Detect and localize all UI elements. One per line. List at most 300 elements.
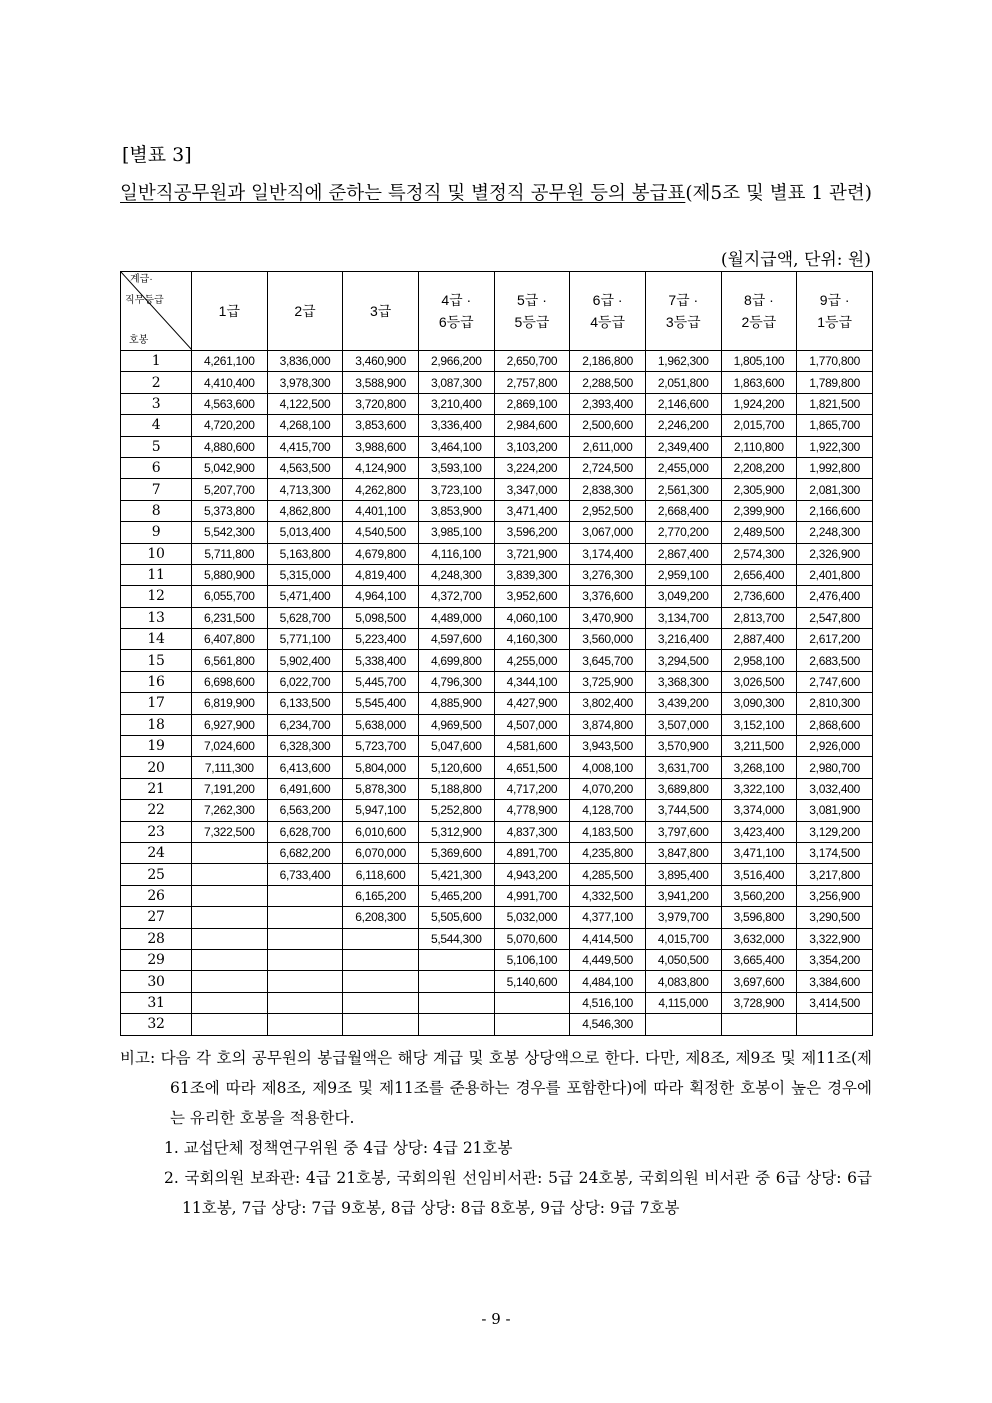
column-header-line: 2등급 [741, 314, 777, 330]
table-row [121, 564, 873, 585]
salary-cell: 3,354,200 [797, 949, 873, 970]
salary-cell [267, 885, 343, 906]
salary-cell: 3,665,400 [721, 949, 797, 970]
salary-cell: 3,895,400 [645, 864, 721, 885]
salary-cell [192, 1014, 268, 1035]
table-row [121, 800, 873, 821]
salary-cell: 3,471,400 [494, 500, 570, 521]
salary-cell: 1,992,800 [797, 457, 873, 478]
salary-cell: 4,720,200 [192, 415, 268, 436]
salary-cell: 2,288,500 [570, 372, 646, 393]
salary-cell [192, 949, 268, 970]
salary-cell: 4,546,300 [570, 1014, 646, 1035]
salary-cell: 2,399,900 [721, 500, 797, 521]
salary-cell: 4,563,600 [192, 393, 268, 414]
salary-cell: 3,217,800 [797, 864, 873, 885]
salary-cell: 5,902,400 [267, 650, 343, 671]
salary-cell: 3,874,800 [570, 714, 646, 735]
step-number-cell: 15 [121, 650, 192, 671]
salary-cell: 4,713,300 [267, 479, 343, 500]
salary-cell: 4,235,800 [570, 842, 646, 863]
step-number-cell: 30 [121, 971, 192, 992]
step-number-cell: 32 [121, 1014, 192, 1035]
salary-cell: 4,377,100 [570, 907, 646, 928]
salary-cell: 4,427,900 [494, 693, 570, 714]
step-number-cell: 29 [121, 949, 192, 970]
salary-cell: 3,645,700 [570, 650, 646, 671]
salary-cell: 3,374,000 [721, 800, 797, 821]
salary-cell: 4,943,200 [494, 864, 570, 885]
salary-cell: 4,581,600 [494, 736, 570, 757]
salary-cell: 5,120,600 [418, 757, 494, 778]
salary-cell: 1,770,800 [797, 351, 873, 372]
salary-cell: 2,305,900 [721, 479, 797, 500]
salary-cell: 4,964,100 [343, 586, 419, 607]
salary-cell: 3,588,900 [343, 372, 419, 393]
salary-cell: 5,878,300 [343, 778, 419, 799]
salary-cell: 3,507,000 [645, 714, 721, 735]
salary-cell: 3,129,200 [797, 821, 873, 842]
salary-cell: 3,464,100 [418, 436, 494, 457]
column-header-line: 1등급 [817, 314, 853, 330]
salary-cell [418, 1014, 494, 1035]
salary-cell: 5,098,500 [343, 607, 419, 628]
salary-cell: 5,445,700 [343, 671, 419, 692]
salary-cell: 6,628,700 [267, 821, 343, 842]
salary-cell: 4,160,300 [494, 629, 570, 650]
salary-cell: 4,050,500 [645, 949, 721, 970]
salary-cell [343, 971, 419, 992]
salary-cell: 4,410,400 [192, 372, 268, 393]
salary-cell: 4,563,500 [267, 457, 343, 478]
salary-cell [645, 1014, 721, 1035]
salary-cell: 6,698,600 [192, 671, 268, 692]
salary-cell [721, 1014, 797, 1035]
salary-cell: 4,699,800 [418, 650, 494, 671]
salary-cell: 3,368,300 [645, 671, 721, 692]
salary-cell: 2,757,800 [494, 372, 570, 393]
column-header-line: 3등급 [665, 314, 701, 330]
salary-cell: 6,819,900 [192, 693, 268, 714]
salary-cell: 4,489,000 [418, 607, 494, 628]
table-row [121, 650, 873, 671]
salary-cell: 6,682,200 [267, 842, 343, 863]
salary-cell: 5,106,100 [494, 949, 570, 970]
salary-cell: 3,216,400 [645, 629, 721, 650]
step-number-cell: 31 [121, 992, 192, 1013]
salary-cell: 4,332,500 [570, 885, 646, 906]
step-number-cell: 4 [121, 415, 192, 436]
salary-cell: 5,505,600 [418, 907, 494, 928]
salary-cell: 2,868,600 [797, 714, 873, 735]
step-number-cell: 11 [121, 564, 192, 585]
salary-cell: 3,103,200 [494, 436, 570, 457]
salary-cell: 2,813,700 [721, 607, 797, 628]
column-header [494, 272, 570, 351]
salary-cell [267, 992, 343, 1013]
salary-cell [418, 949, 494, 970]
table-row [121, 949, 873, 970]
salary-cell: 1,922,300 [797, 436, 873, 457]
salary-cell: 2,668,400 [645, 500, 721, 521]
salary-cell: 3,979,700 [645, 907, 721, 928]
salary-cell: 3,322,900 [797, 928, 873, 949]
salary-cell: 2,455,000 [645, 457, 721, 478]
salary-cell: 3,853,600 [343, 415, 419, 436]
salary-cell: 2,146,600 [645, 393, 721, 414]
salary-cell: 3,290,500 [797, 907, 873, 928]
step-number-cell: 19 [121, 736, 192, 757]
table-row [121, 821, 873, 842]
salary-cell: 3,985,100 [418, 522, 494, 543]
column-header [721, 272, 797, 351]
salary-cell: 3,797,600 [645, 821, 721, 842]
salary-cell: 4,837,300 [494, 821, 570, 842]
salary-cell: 5,880,900 [192, 564, 268, 585]
column-header-line: 2급 [294, 303, 316, 319]
table-row [121, 393, 873, 414]
step-number-cell: 25 [121, 864, 192, 885]
salary-cell: 5,140,600 [494, 971, 570, 992]
table-row [121, 629, 873, 650]
salary-cell: 4,115,000 [645, 992, 721, 1013]
salary-cell: 5,315,000 [267, 564, 343, 585]
step-number-cell: 23 [121, 821, 192, 842]
salary-cell: 2,810,300 [797, 693, 873, 714]
step-number-cell: 18 [121, 714, 192, 735]
salary-cell: 3,570,900 [645, 736, 721, 757]
salary-cell [267, 907, 343, 928]
salary-cell: 5,252,800 [418, 800, 494, 821]
salary-cell: 3,952,600 [494, 586, 570, 607]
salary-cell: 5,542,300 [192, 522, 268, 543]
salary-cell [192, 928, 268, 949]
salary-cell: 6,563,200 [267, 800, 343, 821]
step-number-cell: 24 [121, 842, 192, 863]
column-header-line: 7급 · [668, 292, 699, 308]
salary-cell: 4,796,300 [418, 671, 494, 692]
salary-cell [192, 842, 268, 863]
salary-cell [192, 971, 268, 992]
salary-cell: 2,186,800 [570, 351, 646, 372]
salary-cell: 3,049,200 [645, 586, 721, 607]
salary-cell: 6,733,400 [267, 864, 343, 885]
salary-cell: 3,174,400 [570, 543, 646, 564]
table-row [121, 415, 873, 436]
salary-cell [494, 1014, 570, 1035]
salary-cell: 5,544,300 [418, 928, 494, 949]
salary-cell: 2,574,300 [721, 543, 797, 564]
salary-cell: 3,941,200 [645, 885, 721, 906]
step-number-cell: 6 [121, 457, 192, 478]
salary-cell: 2,015,700 [721, 415, 797, 436]
salary-cell: 6,118,600 [343, 864, 419, 885]
salary-cell: 2,051,800 [645, 372, 721, 393]
salary-cell: 3,978,300 [267, 372, 343, 393]
salary-cell: 6,231,500 [192, 607, 268, 628]
salary-cell: 4,285,500 [570, 864, 646, 885]
salary-cell: 4,008,100 [570, 757, 646, 778]
salary-cell: 5,070,600 [494, 928, 570, 949]
salary-cell [418, 971, 494, 992]
column-header-line: 5등급 [514, 314, 550, 330]
table-row [121, 778, 873, 799]
salary-cell: 2,736,600 [721, 586, 797, 607]
salary-cell: 4,261,100 [192, 351, 268, 372]
salary-cell: 3,689,800 [645, 778, 721, 799]
salary-cell: 6,010,600 [343, 821, 419, 842]
column-header-line: 6등급 [438, 314, 474, 330]
salary-cell: 3,721,900 [494, 543, 570, 564]
salary-cell: 2,208,200 [721, 457, 797, 478]
salary-cell: 5,638,000 [343, 714, 419, 735]
table-row [121, 693, 873, 714]
salary-cell: 2,489,500 [721, 522, 797, 543]
salary-cell: 2,683,500 [797, 650, 873, 671]
salary-cell: 4,679,800 [343, 543, 419, 564]
salary-cell: 4,516,100 [570, 992, 646, 1013]
salary-cell: 7,322,500 [192, 821, 268, 842]
salary-cell: 3,032,400 [797, 778, 873, 799]
salary-cell: 3,439,200 [645, 693, 721, 714]
salary-cell: 3,256,900 [797, 885, 873, 906]
salary-cell: 1,924,200 [721, 393, 797, 414]
step-number-cell: 1 [121, 351, 192, 372]
salary-cell: 2,349,400 [645, 436, 721, 457]
salary-cell: 4,060,100 [494, 607, 570, 628]
salary-cell: 3,560,000 [570, 629, 646, 650]
corner-grade-label: 계급· [130, 274, 153, 285]
salary-cell: 3,560,200 [721, 885, 797, 906]
salary-cell: 4,372,700 [418, 586, 494, 607]
salary-cell [267, 1014, 343, 1035]
salary-cell: 4,891,700 [494, 842, 570, 863]
table-row [121, 522, 873, 543]
step-number-cell: 12 [121, 586, 192, 607]
salary-cell: 5,804,000 [343, 757, 419, 778]
salary-cell: 3,723,100 [418, 479, 494, 500]
step-number-cell: 17 [121, 693, 192, 714]
salary-cell: 3,134,700 [645, 607, 721, 628]
salary-cell: 3,090,300 [721, 693, 797, 714]
column-header [570, 272, 646, 351]
salary-cell: 6,133,500 [267, 693, 343, 714]
salary-cell: 3,596,800 [721, 907, 797, 928]
salary-cell: 4,778,900 [494, 800, 570, 821]
salary-cell: 5,369,600 [418, 842, 494, 863]
notes-item-2: 2. 국회의원 보좌관: 4급 21호봉, 국회의원 선임비서관: 5급 24호봉, 국회의원 비서관 중 6급 상당: 6급 11호봉, 7급 상당: 7급 9호봉, 8급 상당: 8급 8호봉, 9급 상당: 9급 7호봉 [164, 1169, 872, 1217]
salary-cell: 4,083,800 [645, 971, 721, 992]
salary-cell: 3,210,400 [418, 393, 494, 414]
salary-cell: 3,268,100 [721, 757, 797, 778]
salary-cell: 2,617,200 [797, 629, 873, 650]
column-header-line: 4등급 [590, 314, 626, 330]
salary-cell: 4,116,100 [418, 543, 494, 564]
unit-note: (월지급액, 단위: 원) [720, 250, 871, 270]
salary-cell: 4,540,500 [343, 522, 419, 543]
salary-cell [797, 1014, 873, 1035]
salary-cell: 6,491,600 [267, 778, 343, 799]
salary-cell: 4,248,300 [418, 564, 494, 585]
salary-cell: 3,802,400 [570, 693, 646, 714]
salary-cell [192, 907, 268, 928]
salary-cell: 3,081,900 [797, 800, 873, 821]
notes-main: 비고: 다음 각 호의 공무원의 봉급월액은 해당 계급 및 호봉 상당액으로 한다. 다만, 제8조, 제9조 및 제11조(제61조에 따라 제8조, 제9조 및 제11조를 준용하는 경우를 포함한다)에 따라 획정한 호봉이 높은 경우에는 유리한 호봉을 적용한다. [120, 1049, 872, 1127]
salary-cell: 4,344,100 [494, 671, 570, 692]
salary-cell: 4,415,700 [267, 436, 343, 457]
salary-cell: 2,110,800 [721, 436, 797, 457]
step-number-cell: 22 [121, 800, 192, 821]
salary-cell: 3,152,100 [721, 714, 797, 735]
salary-cell: 6,927,900 [192, 714, 268, 735]
salary-cell: 2,393,400 [570, 393, 646, 414]
table-row [121, 992, 873, 1013]
salary-cell: 1,962,300 [645, 351, 721, 372]
table-row [121, 457, 873, 478]
salary-cell: 3,211,500 [721, 736, 797, 757]
salary-cell: 7,262,300 [192, 800, 268, 821]
salary-cell: 2,561,300 [645, 479, 721, 500]
column-header-line: 1급 [218, 303, 240, 319]
salary-cell: 6,561,800 [192, 650, 268, 671]
table-row [121, 1014, 873, 1035]
salary-cell [267, 949, 343, 970]
document-title [120, 175, 872, 213]
salary-cell: 3,943,500 [570, 736, 646, 757]
salary-cell: 2,926,000 [797, 736, 873, 757]
salary-cell: 4,819,400 [343, 564, 419, 585]
salary-cell: 2,887,400 [721, 629, 797, 650]
salary-cell: 5,465,200 [418, 885, 494, 906]
step-number-cell: 20 [121, 757, 192, 778]
salary-cell: 5,223,400 [343, 629, 419, 650]
column-header [418, 272, 494, 351]
salary-cell: 2,248,300 [797, 522, 873, 543]
column-header [267, 272, 343, 351]
step-number-cell: 27 [121, 907, 192, 928]
salary-cell: 3,988,600 [343, 436, 419, 457]
salary-cell [418, 992, 494, 1013]
salary-cell: 3,632,000 [721, 928, 797, 949]
step-number-cell: 16 [121, 671, 192, 692]
salary-cell [267, 928, 343, 949]
column-header-line: 8급 · [743, 292, 774, 308]
salary-cell: 2,547,800 [797, 607, 873, 628]
salary-cell [343, 949, 419, 970]
salary-cell: 2,958,100 [721, 650, 797, 671]
salary-cell: 2,650,700 [494, 351, 570, 372]
salary-cell: 4,885,900 [418, 693, 494, 714]
salary-cell: 3,067,000 [570, 522, 646, 543]
title-reference: (제5조 및 별표 1 관련) [685, 183, 872, 204]
salary-cell: 5,338,400 [343, 650, 419, 671]
salary-cell: 4,015,700 [645, 928, 721, 949]
salary-cell: 2,984,600 [494, 415, 570, 436]
salary-cell [343, 1014, 419, 1035]
step-number-cell: 3 [121, 393, 192, 414]
salary-cell: 5,312,900 [418, 821, 494, 842]
salary-cell: 3,836,000 [267, 351, 343, 372]
salary-cell [192, 885, 268, 906]
salary-cell [192, 992, 268, 1013]
table-row [121, 928, 873, 949]
salary-cell: 3,725,900 [570, 671, 646, 692]
table-row [121, 500, 873, 521]
salary-cell: 2,081,300 [797, 479, 873, 500]
salary-cell: 5,042,900 [192, 457, 268, 478]
salary-cell: 4,268,100 [267, 415, 343, 436]
salary-cell: 3,224,200 [494, 457, 570, 478]
salary-cell [267, 971, 343, 992]
salary-cell: 3,471,100 [721, 842, 797, 863]
salary-cell: 2,611,000 [570, 436, 646, 457]
salary-cell: 6,055,700 [192, 586, 268, 607]
column-header [192, 272, 268, 351]
step-number-cell: 26 [121, 885, 192, 906]
step-number-cell: 21 [121, 778, 192, 799]
salary-cell: 2,166,600 [797, 500, 873, 521]
table-row [121, 671, 873, 692]
column-header-line: 5급 · [517, 292, 547, 308]
salary-cell: 3,516,400 [721, 864, 797, 885]
salary-cell: 5,032,000 [494, 907, 570, 928]
salary-cell: 3,347,000 [494, 479, 570, 500]
table-row [121, 864, 873, 885]
salary-cell: 2,980,700 [797, 757, 873, 778]
salary-cell: 6,413,600 [267, 757, 343, 778]
notes-section [120, 1043, 872, 1223]
salary-cell: 6,234,700 [267, 714, 343, 735]
salary-cell: 4,991,700 [494, 885, 570, 906]
salary-cell: 4,262,800 [343, 479, 419, 500]
salary-cell: 4,128,700 [570, 800, 646, 821]
salary-cell: 3,174,500 [797, 842, 873, 863]
salary-cell: 4,717,200 [494, 778, 570, 799]
annex-label: [별표 3] [122, 144, 192, 166]
salary-table [120, 271, 873, 1036]
salary-cell: 3,460,900 [343, 351, 419, 372]
column-header [645, 272, 721, 351]
step-number-cell: 9 [121, 522, 192, 543]
salary-cell: 2,326,900 [797, 543, 873, 564]
salary-cell [494, 992, 570, 1013]
table-body [121, 351, 873, 1036]
salary-cell: 6,022,700 [267, 671, 343, 692]
salary-cell [343, 992, 419, 1013]
salary-cell: 5,373,800 [192, 500, 268, 521]
step-number-cell: 5 [121, 436, 192, 457]
salary-cell [343, 928, 419, 949]
salary-cell: 2,966,200 [418, 351, 494, 372]
salary-cell: 4,070,200 [570, 778, 646, 799]
step-number-cell: 14 [121, 629, 192, 650]
salary-cell: 3,593,100 [418, 457, 494, 478]
salary-cell: 1,821,500 [797, 393, 873, 414]
table-row [121, 372, 873, 393]
salary-cell: 5,421,300 [418, 864, 494, 885]
corner-job-grade-label: 직무등급 [125, 295, 164, 306]
salary-cell: 4,449,500 [570, 949, 646, 970]
step-number-cell: 10 [121, 543, 192, 564]
salary-cell: 4,969,500 [418, 714, 494, 735]
salary-cell: 2,959,100 [645, 564, 721, 585]
table-row [121, 607, 873, 628]
step-number-cell: 13 [121, 607, 192, 628]
column-header-line: 3급 [369, 303, 392, 319]
table-row [121, 351, 873, 372]
salary-cell: 3,384,600 [797, 971, 873, 992]
salary-cell: 3,470,900 [570, 607, 646, 628]
